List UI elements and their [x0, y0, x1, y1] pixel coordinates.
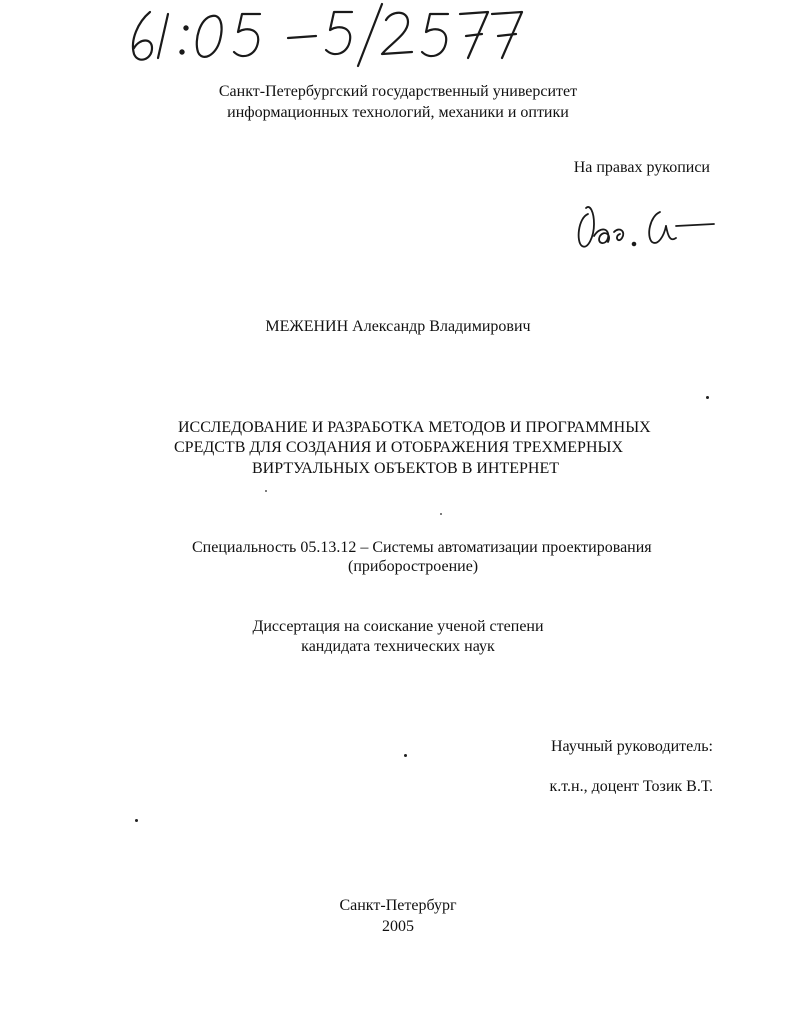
scan-speck — [706, 396, 709, 399]
scan-speck — [265, 490, 267, 492]
university-line-2: информационных технологий, механики и оптики — [227, 104, 569, 121]
scan-speck — [440, 513, 442, 515]
thesis-title-line-2: СРЕДСТВ ДЛЯ СОЗДАНИЯ И ОТОБРАЖЕНИЯ ТРЕХМЕРНЫХ — [174, 439, 623, 456]
thesis-title-line-3: ВИРТУАЛЬНЫХ ОБЪЕКТОВ В ИНТЕРНЕТ — [252, 460, 560, 477]
specialty-line-2: (приборостроение) — [348, 558, 479, 575]
degree-line-1: Диссертация на соискание ученой степени — [252, 618, 544, 635]
city: Санкт-Петербург — [339, 897, 457, 914]
author-signature — [568, 196, 718, 266]
year: 2005 — [382, 918, 414, 935]
handwritten-archive-number — [120, 0, 530, 68]
thesis-title-line-1: ИССЛЕДОВАНИЕ И РАЗРАБОТКА МЕТОДОВ И ПРОГРАММНЫХ — [178, 419, 651, 436]
specialty-line-1: Специальность 05.13.12 – Системы автоматизации проектирования — [192, 539, 652, 556]
manuscript-rights-note: На правах рукописи — [573, 159, 710, 176]
scan-speck — [404, 754, 407, 757]
degree-line-2: кандидата технических наук — [301, 638, 495, 655]
scan-speck — [135, 819, 138, 822]
supervisor-label: Научный руководитель: — [550, 738, 713, 755]
supervisor-name: к.т.н., доцент Тозик В.Т. — [549, 778, 713, 795]
university-line-1: Санкт-Петербургский государственный университет — [218, 83, 578, 100]
author-name: МЕЖЕНИН Александр Владимирович — [265, 318, 531, 335]
